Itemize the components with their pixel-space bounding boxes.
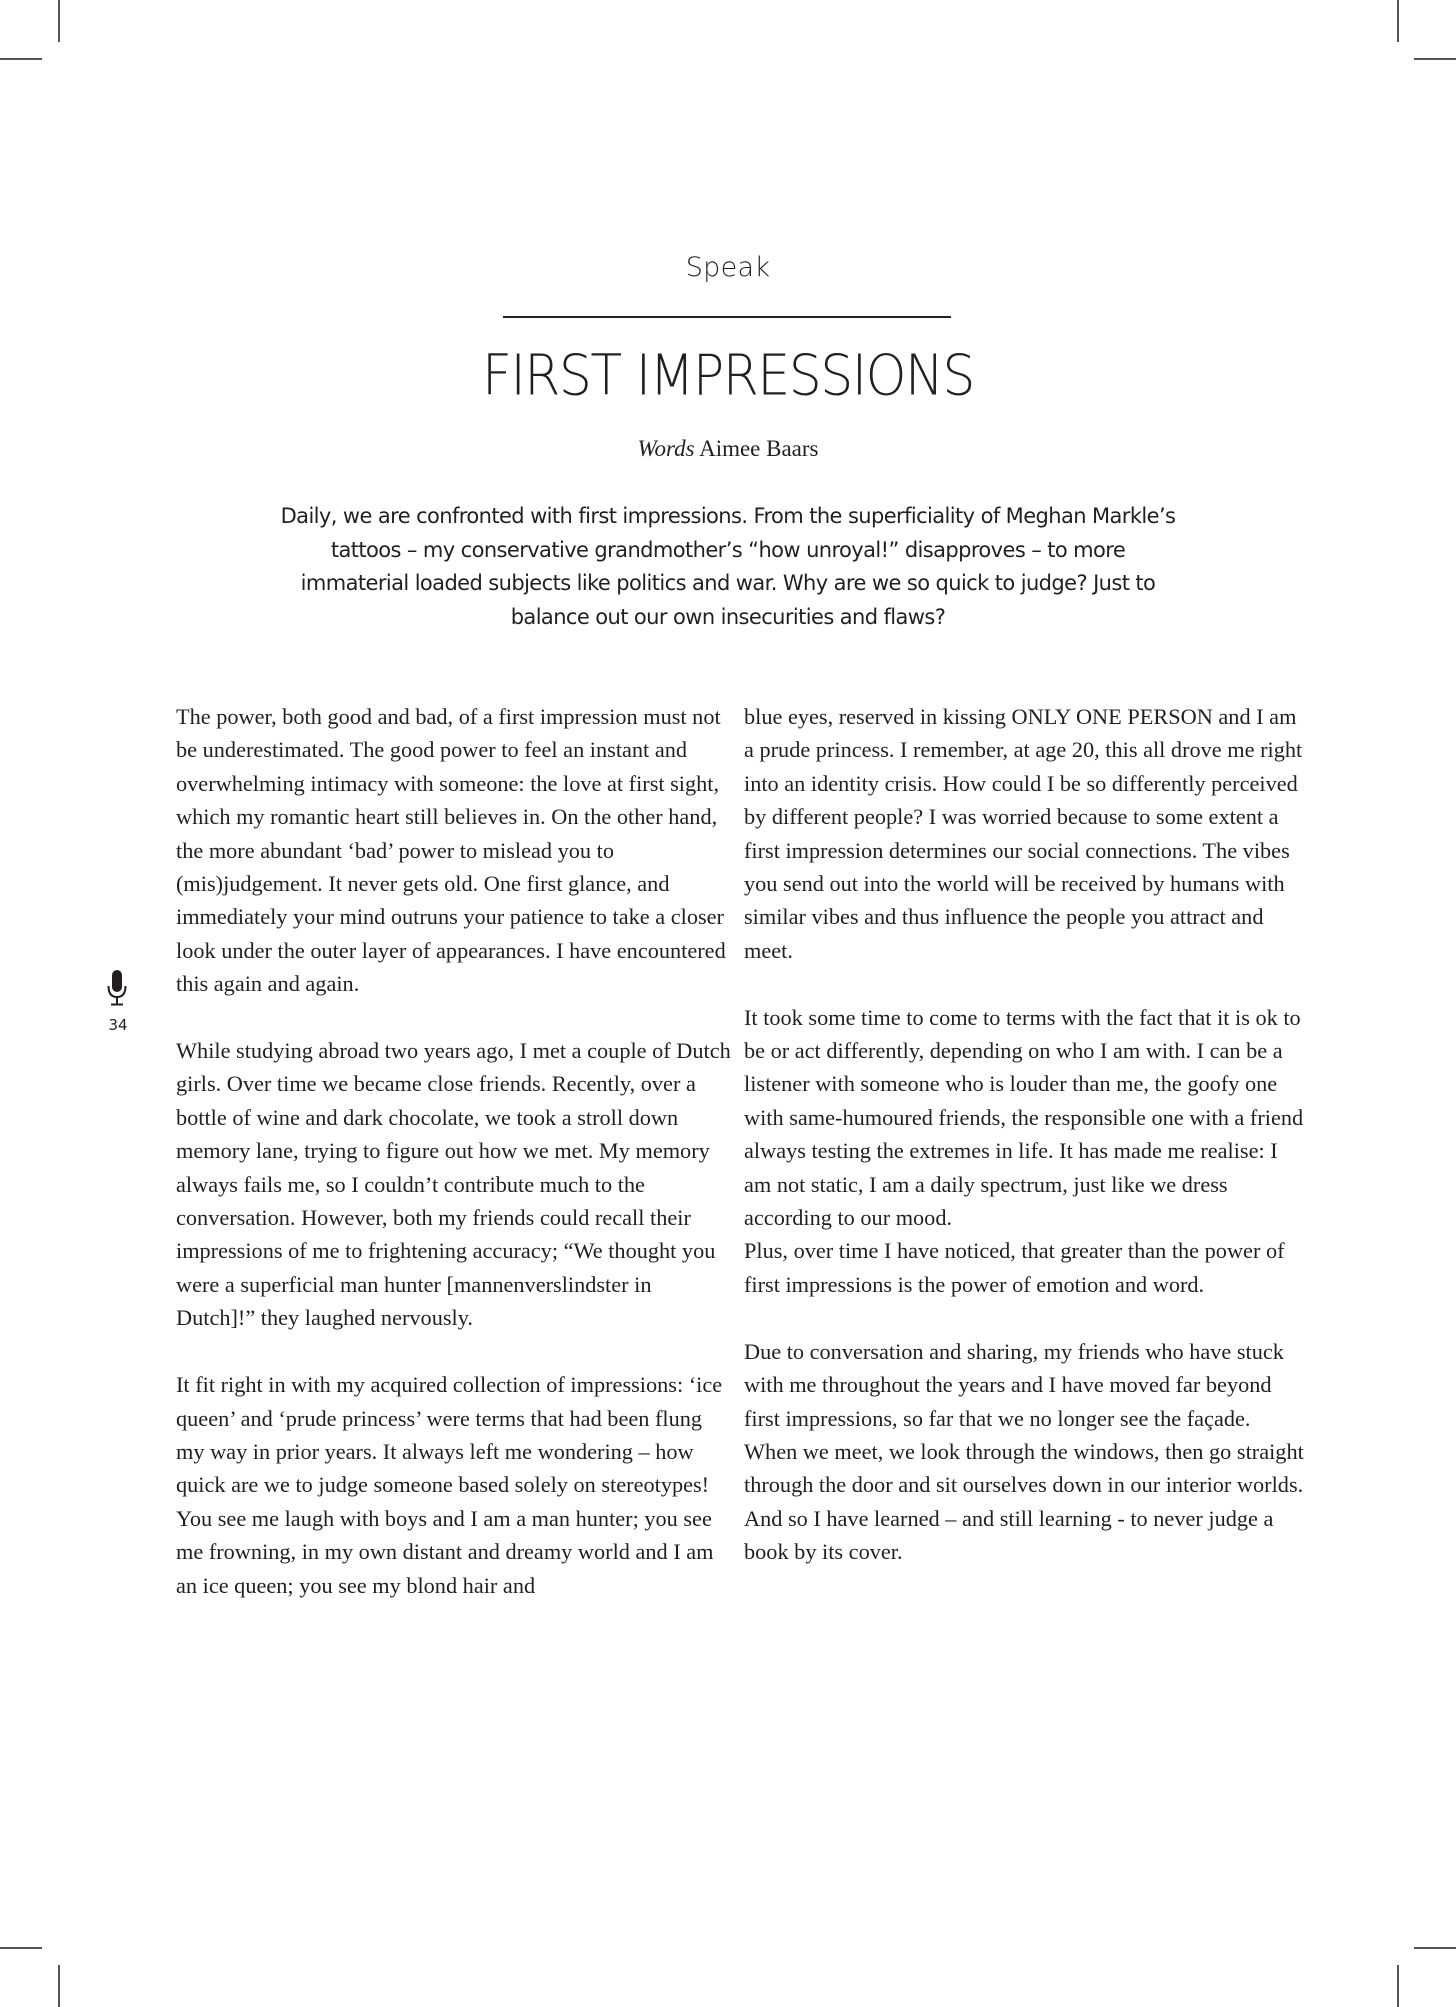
crop-mark-bottom-right-horizontal <box>1414 1947 1456 1949</box>
paragraph: While studying abroad two years ago, I met a couple of Dutch girls. Over time we became close friends. Recently, over a bottle of wine and dark chocolate, we took a stroll down memory lane, trying to figure out how we met. My memory always fails me, so I couldn’t contribute much to the conversation. However, both my friends could recall their impressions of me to frightening accuracy; “We thought you were a superficial man hunter [mannenverslindster in Dutch]!” they laughed nervously. <box>176 1038 731 1331</box>
crop-mark-bottom-left-horizontal <box>0 1947 42 1949</box>
page-number: 34 <box>108 1016 128 1034</box>
paragraph: blue eyes, reserved in kissing ONLY ONE PERSON and I am a prude princess. I remember, at age 20, this all drove me right into an identity crisis. How could I be so differently perceived by different people? I was worried because to some extent a first impression determines our social connections. The vibes you send out into the world will be received by humans with similar vibes and thus influence the people you attract and meet. <box>744 704 1303 963</box>
crop-mark-top-right-horizontal <box>1414 58 1456 60</box>
paragraph: Due to conversation and sharing, my friends who have stuck with me throughout the years and I have moved far beyond first impressions, so far that we no longer see the façade. When we meet, we look through the windows, then go straight through the door and sit ourselves down in our interior worlds. And so I have learned – and still learning - to never judge a book by its cover. <box>744 1338 1304 1565</box>
byline-label: Words <box>637 436 695 461</box>
standfirst: Daily, we are confronted with first impressions. From the superficiality of Meghan Markle’s tattoos – my conservative grandmother’s “how unroyal!” disapproves – to more immaterial loaded subjects like politics and war. Why are we so quick to judge? Just to balance out our own insecurities and flaws? <box>280 504 1176 629</box>
article-title: FIRST IMPRESSIONS <box>482 343 974 409</box>
microphone-icon <box>106 970 128 1006</box>
paragraph: Plus, over time I have noticed, that greater than the power of first impressions is the power of emotion and word. <box>744 1238 1285 1297</box>
section-label: Speak <box>685 252 771 283</box>
body-column-right <box>744 700 1304 1602</box>
byline <box>0 436 1456 462</box>
crop-mark-bottom-right-vertical <box>1397 1965 1399 2007</box>
crop-mark-top-right-vertical <box>1397 0 1399 42</box>
paragraph: The power, both good and bad, of a first impression must not be underestimated. The good power to feel an instant and overwhelming intimacy with someone: the love at first sight, which my romantic heart still believes in. On the other hand, the more abundant ‘bad’ power to mislead you to (mis)judgement. It never gets old. One first glance, and immediately your mind outruns your patience to take a closer look under the outer layer of appearances. I have encountered this again and again. <box>176 704 726 997</box>
paragraph: It took some time to come to terms with the fact that it is ok to be or act differently, depending on who I am with. I can be a listener with someone who is louder than me, the goofy one with same-humoured friends, the responsible one with a friend always testing the extremes in life. It has made me realise: I am not static, I am a daily spectrum, just like we dress according to our mood. <box>744 1004 1304 1231</box>
body-column-left <box>176 700 736 1635</box>
crop-mark-top-left-horizontal <box>0 58 42 60</box>
byline-author: Aimee Baars <box>699 436 819 461</box>
crop-mark-bottom-left-vertical <box>58 1965 60 2007</box>
header-divider <box>503 316 951 318</box>
crop-mark-top-left-vertical <box>58 0 60 42</box>
paragraph: It fit right in with my acquired collection of impressions: ‘ice queen’ and ‘prude princess’ were terms that had been flung my way in prior years. It always left me wondering – how quick are we to judge someone based solely on stereotypes! You see me laugh with boys and I am a man hunter; you see me frowning, in my own distant and dreamy world and I am an ice queen; you see my blond hair and <box>176 1372 723 1598</box>
